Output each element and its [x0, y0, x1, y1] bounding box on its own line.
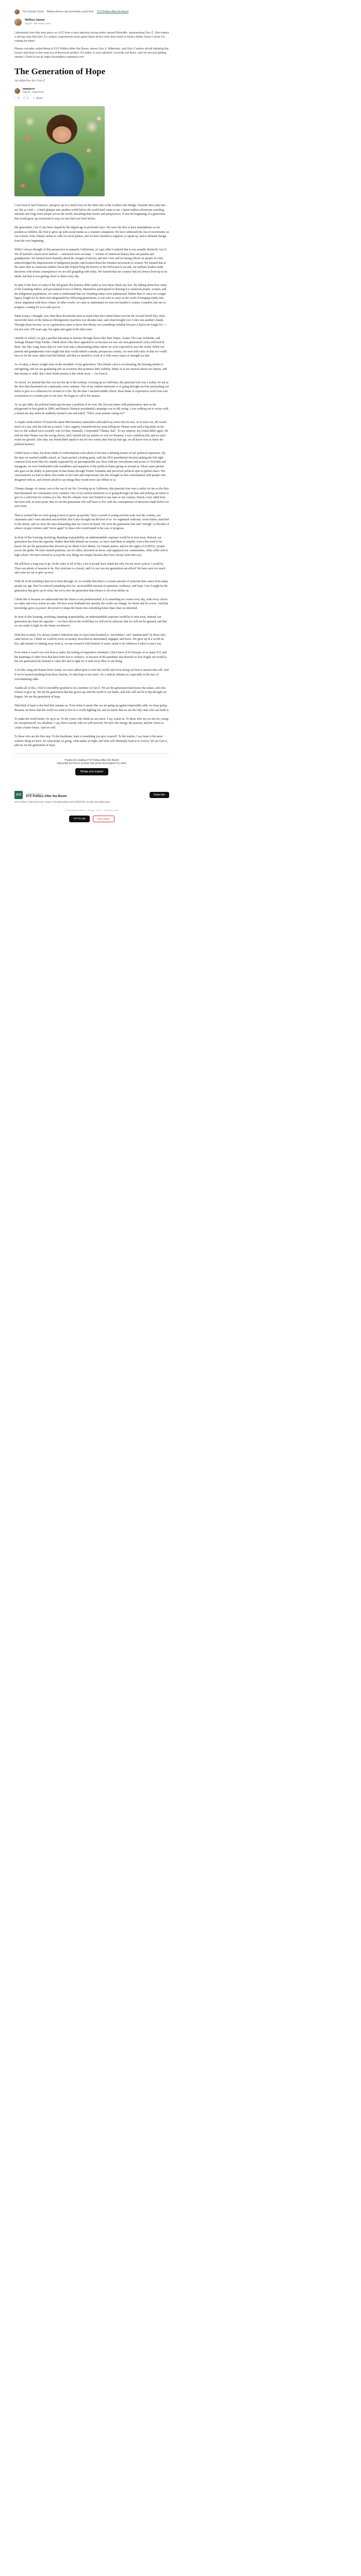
body-paragraph: That kind of hope is the kind that sustains us. Even when it seems like we are going up against impossible odds, we keep going. Because we know that the world we want to live in is worth fighting for, and we know that we are the only ones who can build it. [14, 704, 170, 712]
comment-button[interactable]: ◯ 1 [23, 97, 29, 100]
post-subtitle: An adjective for Gen Z [14, 79, 45, 82]
body-paragraph: With this in mind, I've always found it ridiculous that we have been branded as "snowflakes" and "unmotivated" by those who came before us. I think we could be more accurately described as determined, engaged, and brave. We grew up in a world on fire, and instead of running away from it, we ran toward it with buckets of water, ready to do whatever it takes to put it out. [14, 633, 166, 646]
body-paragraph: Then it seemed like we were going to have to grow up quickly. Once a sword of young activists took over the country, our classmates and I were shocked and terrified. But it also brought out the best of us: we organized walkouts, wrote letters, marched in the streets, and we were the ones demanding that our voices be heard. We were the generation that said "enough" to decades of silence on gun violence and "never again" to those who would stand in the way of progress. [14, 514, 169, 531]
heart-icon: ♡ [14, 97, 17, 100]
promoter-avatar [14, 9, 20, 14]
cta-thanks: Thanks for reading XYZ Politics After the Boom! [64, 759, 119, 762]
flower-decoration [87, 148, 91, 152]
promoted-publication-link[interactable]: XYZ Politics After the Boom [96, 10, 129, 13]
body-paragraph: A couple weeks before I'd heard the name Mitt Romney somewhere and asked my mom who he was. As it turns out, she wasn't much of a fan, and she told me as much. I also vaguely remembered my mom telling me Obama went with a big smile on his face so she walked out to proudly vote for him. Naturally, I responded "Obama, duh." To my surprise, my friend didn't agree. He told me that Obama was the wrong choice, and I should tell my parents to vote for Romney. I was a stubborn kid, and we each stood our ground. After that, my friend didn't speak to me for two weeks after that (at that age, we all know how to hurry the political barrier). [14, 421, 169, 447]
footer-copyright: © 2023 Melissa Amour · Privacy · Terms · Collection notice [64, 809, 119, 812]
body-paragraph: In front of this looming, terrifying, daunting responsibility, an understandable response would be to turn away. Instead, our generation has done the opposite. Rather than hide behind our screens, we have used them to amplify voices that need to be heard. We are the generation that showed up for Black Lives Matter, for climate justice, and for the rights of LGBTQ+ people across the globe. We have started petitions, run for office, knocked on doors, and organized our communities, often while still in high school. We have refused to accept the way things are simply because they have always been that way. [14, 536, 168, 557]
get-app-button[interactable]: Get the app [69, 816, 90, 822]
publication-description: XYZ Politics "After the boom" mean? The generations who will fill the era after the baby boom. [14, 801, 111, 804]
post-byline [14, 88, 169, 94]
footer-actions [14, 816, 169, 822]
flower-decoration [97, 116, 101, 121]
like-button[interactable]: ♡ 4 [14, 97, 20, 100]
subscribe-button[interactable]: Subscribe [150, 792, 169, 798]
author-avatar[interactable] [14, 19, 22, 26]
flower-decoration [21, 183, 25, 188]
intro-text [14, 31, 169, 59]
body-paragraph: I was born in San Francisco, and grew up in a small town on the other side of the Golden Gate Bridge. Youtube first came into my life as a kid — a brief glimpse into another world before the world itself came to me. I spent endless afternoons watching tutorials and vlogs from people across the world, absorbing their stories and perspectives. It was the beginning of a generation that would grow up connected in ways no one had ever been before. [14, 204, 166, 221]
body-paragraph: At school, we learned that this was not the tip of the iceberg. Growing up in California, this punctual tone was a reality for me as the fires that threatened our community every summer. One of my earliest memories is of going through our bins and picking out items to give to a collection for victims of a fire. By the time I reached middle school, these kinds of experiences went from rare occurrences to a routine part of our year. We began to call it fire season. [14, 381, 169, 398]
body-paragraph: As we get older, the political landscape became a problem of its own. My first encounter with polarization came as the playground in first grade in 2008, and Barack Obama's presidential campaign was in full swing. I was walking out to recess with a friend one day when he suddenly turned to me and asked, "Who's your parents voting for?" [14, 403, 169, 415]
body-paragraph: To make the world better, it's up to us. To the cynics who think we are naive: I say, watch us. To those who say we are too young, too inexperienced, too idealistic: I say, that's exactly why we will succeed. We have the energy, the passion, and the vision to create a better future. And we will. [14, 717, 169, 730]
intro-paragraph: I absolutely love this new piece on XYZ from a very talented young writer named Meredith, representing Gen Z. She makes a strong case that Gen Z's unique experiences have given them all the tools they need to build a better future I know I'm rooting for them! [14, 31, 169, 43]
post-author-name[interactable]: MEREDITH [23, 88, 35, 90]
post-body [14, 204, 169, 754]
post-author-meta: Aug 15 · Guest Post [23, 91, 44, 93]
promoted-note [14, 0, 169, 14]
publication-name[interactable]: XYZ Politics After the Boom [26, 794, 67, 798]
body-paragraph: Climate change, of course, was at the top of our list. Growing up in California, this punctual tone was a reality for me as the fires that threatened our community every summer. One of my earliest memories is of going through our bins and picking out items to give to a collection for victims of a fire. But the climate crisis isn't limited to one state or one country. Nearly every child born has been told, at some point, that we are the generation who will have to live with the consequences of decisions made before we were born. [14, 487, 169, 509]
promoted-mid: Melissa Amour has promoted a post from [46, 10, 94, 13]
body-paragraph: Even when it wasn't our own lives at stake, the feeling of imperative remained. I don't know if it's because of so many 9/11 and the hauntings of other lives that have been lost to violence, or because of the pandemic that showed us how fragile our world is, but our generation has learned to value life and to fight for it with every fiber of our being. [14, 651, 168, 664]
hero-photo [14, 106, 105, 196]
body-paragraph: I think this is because we understand that the future is not predetermined. It is something we create every day, with every choice we make and every action we take. We have seen firsthand how quickly the world can change, for better and for worse. And that knowledge gives us power: the power to shape the future into something better than what we inherited. [14, 598, 168, 611]
flower-decoration [26, 136, 30, 140]
divider [14, 753, 169, 754]
post-title: The Generation of Hope [14, 66, 106, 76]
publication-logo[interactable]: XYZ [14, 791, 23, 799]
start-writing-button[interactable]: Start writing [93, 816, 114, 822]
author-date: Aug 16 · The Greater Good [25, 22, 51, 25]
body-paragraph: A lot like Aang and Katara from Avatar, we were called upon to save the world, and we're doing our best to answer that call. And if we've learned anything from those lessons, it's that hope is not naive. It's a radical, defiant act, especially in the face of overwhelming odds. [14, 669, 169, 681]
subscribe-cta [14, 759, 169, 775]
body-paragraph: We still have a long way to go. In the wake of all of this, a lot of people have asked me why I'm not more cynical. I could be. There are plenty of reasons to be. But cynicism is a luxury, and it is not one my generation can afford. We have seen too much and come too far to give up now. [14, 563, 166, 575]
post-author-avatar[interactable] [14, 88, 20, 94]
intro-paragraph: Please consider subscribing to XYZ Politics After the Boom, where Gen X, Millennial, and Gen Z writers all tell debating the issues and fears in the new era of American politics. It's editor is very talented: currently out there, and we are just getting started. Check it out at: https://xyzpolitics.substack.com [14, 47, 169, 59]
cta-support: Subscribe for free to receive new posts and support my work. [57, 762, 127, 766]
body-paragraph: Amidst all of this, I feel so incredibly grateful to be a member of Gen Z. We are the generation that knows the stakes, and who refuses to give up. We are the generation that has grown up with the world in our hands, and who will not let it slip through our fingers. We are the generation of hope. [14, 686, 167, 699]
body-paragraph: Outside of school, we got a parallel education in fairness through shows like Teen Titans, Avatar: The Last Airbender, and Teenage Mutant Ninja Turtles. I think shows like these appealed to us because we saw our own generation's story reflected in them. We, like Aang, knew that we were born into a disorienting future where we were expected to save the world. While our parents and grandparents were taught that they would inherit a steady, prosperous country, we were told early on that we would have to fix the mess others had left behind, and that we needed to work at it with every ounce of strength we had. [14, 336, 167, 358]
body-paragraph: To those who are the first step. To the daydream, hope is something you give yourself. To the realists, I say hope is the most realistic thing we have. It's what keeps us going, what makes us fight, and what will ultimately lead us to victory. We are Gen Z, and we are the generation of hope. [14, 735, 168, 748]
body-paragraph: Same ironies, I thought, was what these documents most in mind when the United States rewrote the second World War, what moved the heart of the Selma-to-Montgomery marchers two decades later, and what brought Gen X into one another's hands. Through those lessons, we as a generation came to know that liberty was something valuable because it had to be fought for — not just once 250 years ago, but again and again in the time since. [14, 314, 167, 331]
comment-icon: ◯ [23, 97, 26, 100]
body-paragraph: As of today, a heavy weight rests on the shoulders of my generation. The climate crisis is accelerating, the housing market is unforgiving, and we are graduating into an economy that promises little stability. Many of us are anxious about our futures, and that anxiety is valid. But I don't think anxiety is the whole story — far from it. [14, 363, 167, 376]
body-paragraph: I didn't know it then, but those kinds of confrontations were about to become a defining feature of our political experience. By the time we reached middle school, as I had reached a boiling point, with the 2016 presidential election making the left-right contrasts look more like two islands separated by an unconquerable sea. How with my own phones and access to YouTube and Instagram, we were bombarded with soundbites and snapshots of the political drama going on around us. Those same phones also gave us the ability to participate in that drama through Twitter fountains and perceived political spin on global chaos. The conversations we had on these sites made us feel seen and empowered, but also brought us into confrontation with people who disagreed with us, and weren't afraid to say things they would never say offline to us. [14, 452, 166, 482]
body-paragraph: In front of this looming, terrifying, daunting responsibility, an understandable response would be to turn away. Instead, our generation has done the opposite — we have shown the world that we will not be silenced, that we will not be ignored, and that we are ready to fight for the future we deserve. [14, 616, 167, 628]
publication-card [14, 791, 169, 799]
publication-label: Originally posted in [26, 792, 44, 795]
promoted-prefix: The Greater Good [23, 10, 44, 13]
share-button[interactable]: ↗ Share [32, 97, 43, 100]
author-name[interactable]: Melissa Amour [25, 19, 45, 22]
body-paragraph: While I always thought of this perspective as uniquely Californian, as I got older I realized that it was actually distinctly Gen Z. We all learned a much more unified — and much more accurate — version of American history than our parents and grandparents. We learned more honestly about the ravages of slavery and Jim Crow and its lasting effects on people of color, acknowledged the dispossession of indigenous people, and learned about the feminist movement of women. We learned that at the same time as American soldiers heroically helped bring the horrors of the Holocaust to an end, our military leaders made decisions with whose consequences we are still grappling with today. We learned that our country had not always lived up to its ideals, but that it was getting closer to them every day. [14, 248, 168, 278]
body-paragraph: With all of the hardships that we've been through, it's no wonder that there's a certain amount of cynicism that comes from many people my age. But I've noticed something else too: an incredible amount of optimism, resilience, and hope. Gen Z might be the generation that grew up in crisis, but we're also the generation that refuses to let crisis define us. [14, 580, 168, 592]
body-paragraph: In spite of the fears of some of the old guard, this honesty didn't make us love these ideals any less. By talking about how many of the founding fathers, self-proclaimed lovers of liberty, themselves participated in denying it to enslaved people, women, and the indigenous populations, we came to understand that our founding values were aspirational. Rather than to carry on a single legacy fought for by them and safeguarded by following generations, it was ours to carry on the work of bringing reality into closer alignment with those values. In other words, we came to understand we were not handed a country complete, but one in progress, waiting for us to take part in. [14, 283, 167, 309]
pledge-button[interactable]: Pledge your support [75, 768, 109, 775]
share-icon: ↗ [32, 97, 35, 100]
note-author [14, 19, 169, 26]
post-actions [14, 97, 169, 100]
body-paragraph: My generation, Gen Z, has been shaped by the digital age in profound ways. We were the first to have smartphones in our pockets as children, the first to grow up with social media as a constant companion. We have witnessed the rise of movements on our screens, from climate strikes to calls for racial justice, and we have learned to organize, to speak up, and to demand change from the very beginning. [14, 226, 169, 243]
